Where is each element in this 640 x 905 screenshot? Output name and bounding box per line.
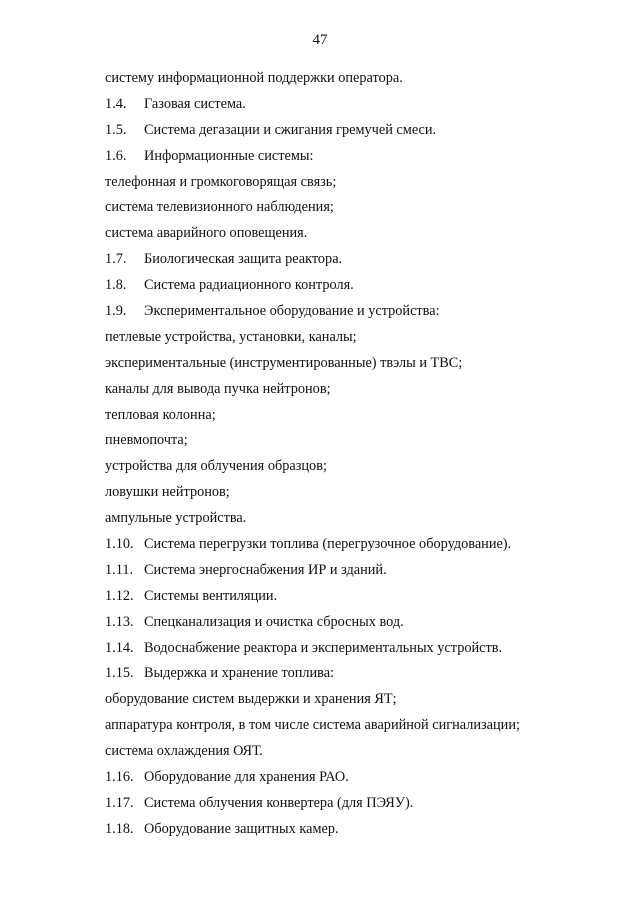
item-text: устройства для облучения образцов; <box>105 458 327 475</box>
list-line <box>105 713 605 739</box>
numbered-item <box>105 661 605 687</box>
item-number: 1.18. <box>105 820 134 837</box>
list-line <box>105 170 605 196</box>
list-line <box>105 428 605 454</box>
item-text: Биологическая защита реактора. <box>144 251 343 268</box>
list-line <box>105 66 605 92</box>
item-text: Оборудование для хранения РАО. <box>144 769 349 786</box>
numbered-item <box>105 92 605 118</box>
item-text: Оборудование защитных камер. <box>144 820 339 837</box>
numbered-item <box>105 273 605 299</box>
item-number: 1.5. <box>105 121 127 138</box>
numbered-item <box>105 247 605 273</box>
item-text: Газовая система. <box>144 95 246 112</box>
numbered-item <box>105 558 605 584</box>
numbered-item <box>105 817 605 843</box>
numbered-item <box>105 791 605 817</box>
numbered-item <box>105 532 605 558</box>
item-number: 1.12. <box>105 587 134 604</box>
item-text: система телевизионного наблюдения; <box>105 199 334 216</box>
item-text: Информационные системы: <box>144 147 314 164</box>
item-text: система охлаждения ОЯТ. <box>105 743 263 760</box>
item-text: оборудование систем выдержки и хранения ЯТ; <box>105 691 397 708</box>
item-number: 1.9. <box>105 303 127 320</box>
numbered-item <box>105 299 605 325</box>
item-number: 1.14. <box>105 639 134 656</box>
item-text: Система радиационного контроля. <box>144 277 354 294</box>
item-text: Система перегрузки топлива (перегрузочное оборудование). <box>144 536 512 553</box>
item-number: 1.16. <box>105 769 134 786</box>
item-text: телефонная и громкоговорящая связь; <box>105 173 337 190</box>
list-line <box>105 687 605 713</box>
numbered-item <box>105 636 605 662</box>
list-line <box>105 195 605 221</box>
item-text: Система дегазации и сжигания гремучей смеси. <box>144 121 437 138</box>
list-line <box>105 739 605 765</box>
item-text: Выдержка и хранение топлива: <box>144 665 335 682</box>
list-line <box>105 221 605 247</box>
item-text: систему информационной поддержки оператора. <box>105 70 403 86</box>
numbered-item <box>105 584 605 610</box>
list-line <box>105 325 605 351</box>
numbered-item <box>105 144 605 170</box>
page-number: 47 <box>312 32 328 48</box>
item-text: ампульные устройства. <box>105 510 247 527</box>
item-text: Системы вентиляции. <box>144 587 278 604</box>
item-number: 1.7. <box>105 251 127 268</box>
item-number: 1.13. <box>105 613 134 630</box>
numbered-item <box>105 765 605 791</box>
item-text: аппаратура контроля, в том числе система аварийной сигнализации; <box>105 717 520 734</box>
item-text: каналы для вывода пучка нейтронов; <box>105 380 331 397</box>
item-number: 1.8. <box>105 277 127 294</box>
list-line <box>105 377 605 403</box>
item-text: Водоснабжение реактора и экспериментальных устройств. <box>144 639 503 656</box>
item-text: Система энергоснабжения ИР и зданий. <box>144 561 387 578</box>
item-number: 1.6. <box>105 147 127 164</box>
item-text: тепловая колонна; <box>105 406 216 423</box>
list-line <box>105 480 605 506</box>
item-text: Экспериментальное оборудование и устройства: <box>144 303 440 320</box>
item-text: пневмопочта; <box>105 432 188 449</box>
list-line <box>105 506 605 532</box>
item-number: 1.10. <box>105 536 134 553</box>
item-number: 1.4. <box>105 95 127 112</box>
item-text: ловушки нейтронов; <box>105 484 230 501</box>
item-number: 1.17. <box>105 794 134 811</box>
item-text: Спецканализация и очистка сбросных вод. <box>144 613 404 630</box>
list-line <box>105 351 605 377</box>
item-text: Система облучения конвертера (для ПЭЯУ). <box>144 794 414 811</box>
list-line <box>105 403 605 429</box>
numbered-item <box>105 118 605 144</box>
numbered-item <box>105 610 605 636</box>
item-text: система аварийного оповещения. <box>105 225 308 242</box>
item-text: экспериментальные (инструментированные) твэлы и ТВС; <box>105 354 463 371</box>
item-number: 1.11. <box>105 561 134 578</box>
item-number: 1.15. <box>105 665 134 682</box>
list-line <box>105 454 605 480</box>
item-text: петлевые устройства, установки, каналы; <box>105 328 357 345</box>
document-body <box>105 66 605 843</box>
